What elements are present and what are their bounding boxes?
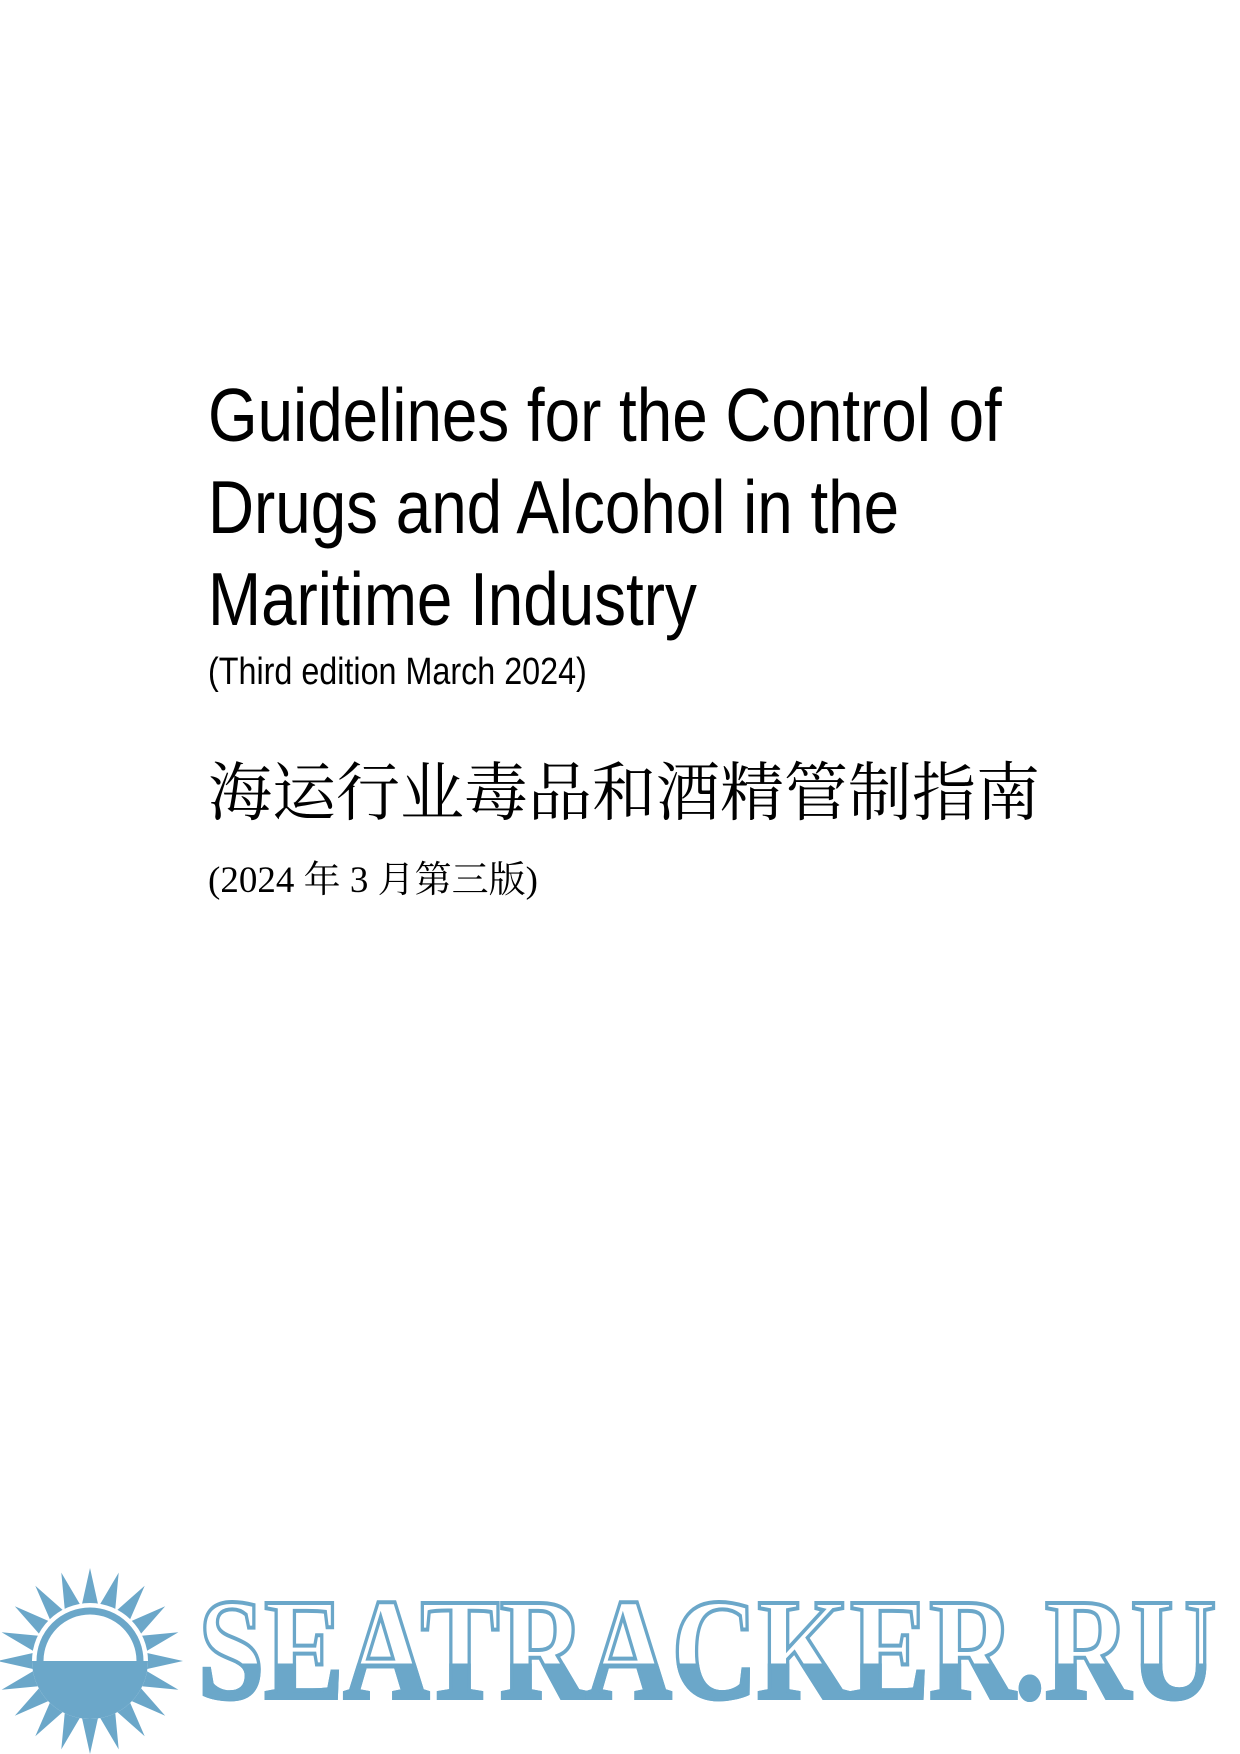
edition-note-english: (Third edition March 2024) bbox=[208, 651, 587, 693]
watermark-text: SEATRACKER.RU bbox=[198, 1570, 1217, 1730]
seatracker-watermark bbox=[0, 1560, 1240, 1754]
document-title-english bbox=[208, 369, 1002, 645]
document-title-chinese: 海运行业毒品和酒精管制指南 bbox=[208, 758, 1040, 829]
title-line-3: Maritime Industry bbox=[208, 557, 697, 641]
title-line-1: Guidelines for the Control of bbox=[208, 373, 1002, 457]
title-line-2: Drugs and Alcohol in the bbox=[208, 465, 900, 549]
edition-note-chinese: (2024 年 3 月第三版) bbox=[208, 860, 538, 901]
sun-icon bbox=[0, 1566, 185, 1754]
